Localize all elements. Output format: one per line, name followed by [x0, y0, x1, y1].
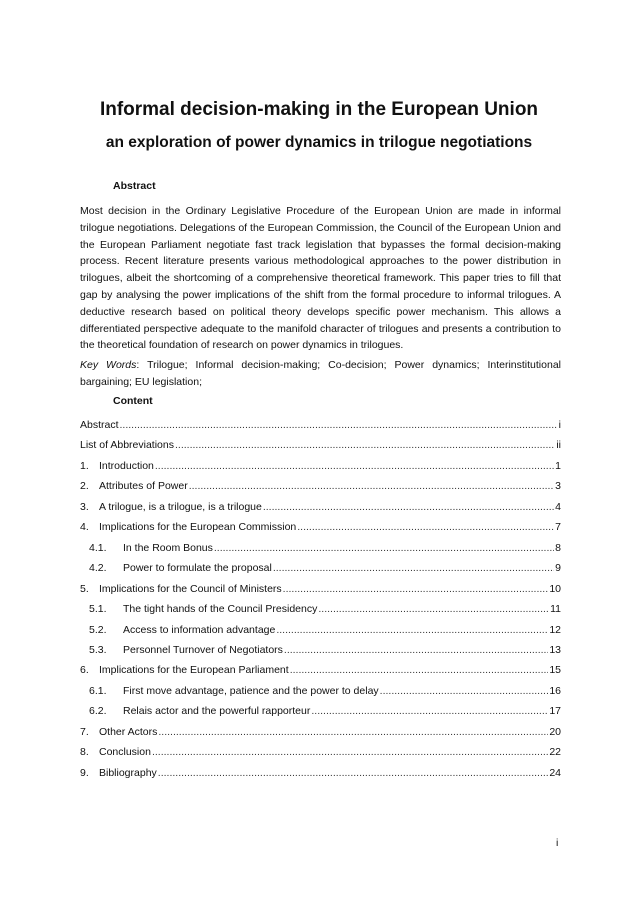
keywords-paragraph [80, 357, 561, 391]
toc-entry-number: 3. [80, 500, 89, 513]
toc-entry-number: 5.1. [89, 603, 107, 616]
toc-entry-page: 22 [549, 746, 561, 759]
toc-entry-number: 4.1. [89, 541, 107, 554]
toc-entry[interactable] [80, 583, 561, 597]
toc-entry-title: Access to information advantage [123, 623, 276, 636]
toc-entry[interactable] [80, 521, 561, 535]
toc-entry-title: Implications for the European Parliament [99, 664, 289, 677]
toc-entry[interactable] [80, 644, 561, 658]
keywords-text: : Trilogue; Informal decision-making; Co-decision; Power dynamics; Interinstitutional bargaining; EU legislation; [80, 359, 561, 388]
toc-entry[interactable] [80, 501, 561, 515]
toc-entry[interactable] [80, 460, 561, 474]
toc-entry-page: 1 [555, 459, 561, 472]
toc-entry[interactable] [80, 624, 561, 638]
toc-entry-page: 12 [549, 623, 561, 636]
toc-dot-leader [214, 542, 554, 554]
toc-dot-leader [283, 583, 549, 595]
toc-entry-number: 2. [80, 480, 89, 493]
toc-entry-title: Implications for the European Commission [99, 521, 297, 534]
toc-dot-leader [175, 439, 555, 451]
toc-entry[interactable] [80, 767, 561, 781]
document-title: Informal decision-making in the European Union [99, 99, 539, 120]
toc-dot-leader [380, 685, 549, 697]
toc-dot-leader [284, 644, 548, 656]
toc-entry-page: 16 [549, 684, 561, 697]
content-heading: Content [113, 395, 153, 407]
toc-entry-page: 13 [549, 643, 561, 656]
toc-entry-title: Personnel Turnover of Negotiators [123, 643, 283, 656]
toc-entry-page: 10 [549, 582, 561, 595]
toc-entry[interactable] [80, 419, 561, 433]
page-number: i [556, 837, 559, 849]
toc-dot-leader [273, 562, 554, 574]
toc-dot-leader [158, 726, 548, 738]
toc-entry[interactable] [80, 480, 561, 494]
toc-dot-leader [290, 664, 549, 676]
toc-entry-page: 3 [555, 480, 561, 493]
toc-entry-title: Other Actors [99, 725, 158, 738]
toc-entry-title: Power to formulate the proposal [123, 562, 272, 575]
toc-entry[interactable] [80, 705, 561, 719]
toc-entry-title: A trilogue, is a trilogue, is a trilogue [99, 500, 262, 513]
toc-dot-leader [297, 521, 554, 533]
toc-dot-leader [155, 460, 554, 472]
toc-entry[interactable] [80, 439, 561, 453]
toc-entry-page: 8 [555, 541, 561, 554]
toc-entry-title: Implications for the Council of Ministers [99, 582, 282, 595]
toc-entry-page: 24 [549, 766, 561, 779]
toc-entry-number: 7. [80, 725, 89, 738]
toc-entry[interactable] [80, 542, 561, 556]
toc-entry-number: 5.2. [89, 623, 107, 636]
toc-entry[interactable] [80, 726, 561, 740]
toc-entry-page: 11 [550, 603, 561, 616]
toc-entry-number: 8. [80, 746, 89, 759]
toc-entry-number: 6.2. [89, 705, 107, 718]
toc-entry[interactable] [80, 664, 561, 678]
toc-dot-leader [276, 624, 548, 636]
toc-entry-number: 4.2. [89, 562, 107, 575]
keywords-label: Key Words [80, 359, 137, 371]
toc-entry-page: 9 [555, 562, 561, 575]
document-subtitle: an exploration of power dynamics in trilogue negotiations [105, 134, 533, 151]
toc-entry-title: Conclusion [99, 746, 151, 759]
toc-entry[interactable] [80, 603, 561, 617]
toc-dot-leader [318, 603, 549, 615]
toc-entry[interactable] [80, 685, 561, 699]
toc-entry-page: 17 [549, 705, 561, 718]
abstract-text: Most decision in the Ordinary Legislative Procedure of the European Union are made in informal trilogue negotiations. Delegations of the European Commission, the Council of the European Union and the European Parliament negotiate fast track legislation that bypasses the formal decision-making process. Recent literature presents various methodological approaches to the power distribution in trilogues, albeit the shortcoming of a comprehensive theoretical framework. This paper tries to fill that gap by analysing the power implications of the shift from the formal procedure to informal trilogues. A deductive research based on political theory develops specific power mechanism. This allows a differentiated perspective adequate to the manifold character of trilogues and presents a contribution to the theoretical foundation of research on power dynamics in trilogues. [80, 205, 561, 352]
toc-entry-title: Introduction [99, 459, 154, 472]
toc-entry-page: ii [556, 439, 561, 452]
toc-dot-leader [152, 746, 548, 758]
toc-entry-number: 5. [80, 582, 89, 595]
toc-entry-title: First move advantage, patience and the power to delay [123, 684, 379, 697]
toc-entry[interactable] [80, 746, 561, 760]
abstract-heading: Abstract [113, 180, 156, 192]
toc-entry-title: In the Room Bonus [123, 541, 213, 554]
toc-entry-number: 5.3. [89, 643, 107, 656]
toc-entry-title: List of Abbreviations [80, 439, 174, 452]
toc-entry-page: 15 [549, 664, 561, 677]
toc-entry-title: Abstract [80, 419, 119, 431]
toc-entry-title: Bibliography [99, 766, 157, 779]
toc-entry-page: 7 [555, 521, 561, 534]
toc-entry-number: 9. [80, 766, 89, 779]
toc-entry[interactable] [80, 562, 561, 576]
toc-entry-page: 20 [549, 725, 561, 738]
toc-dot-leader [120, 419, 558, 431]
toc-entry-title: The tight hands of the Council Presidency [123, 603, 318, 616]
toc-entry-number: 1. [80, 459, 89, 472]
toc-dot-leader [263, 501, 554, 513]
toc-dot-leader [311, 705, 548, 717]
toc-entry-page: 4 [555, 500, 561, 513]
toc-entry-number: 6. [80, 664, 89, 677]
toc-entry-title: Relais actor and the powerful rapporteur [123, 705, 311, 718]
toc-entry-title: Attributes of Power [99, 480, 188, 493]
toc-entry-page: i [558, 419, 561, 431]
toc-dot-leader [158, 767, 549, 779]
toc-entry-number: 6.1. [89, 684, 107, 697]
toc-entry-number: 4. [80, 521, 89, 534]
toc-dot-leader [189, 480, 554, 492]
